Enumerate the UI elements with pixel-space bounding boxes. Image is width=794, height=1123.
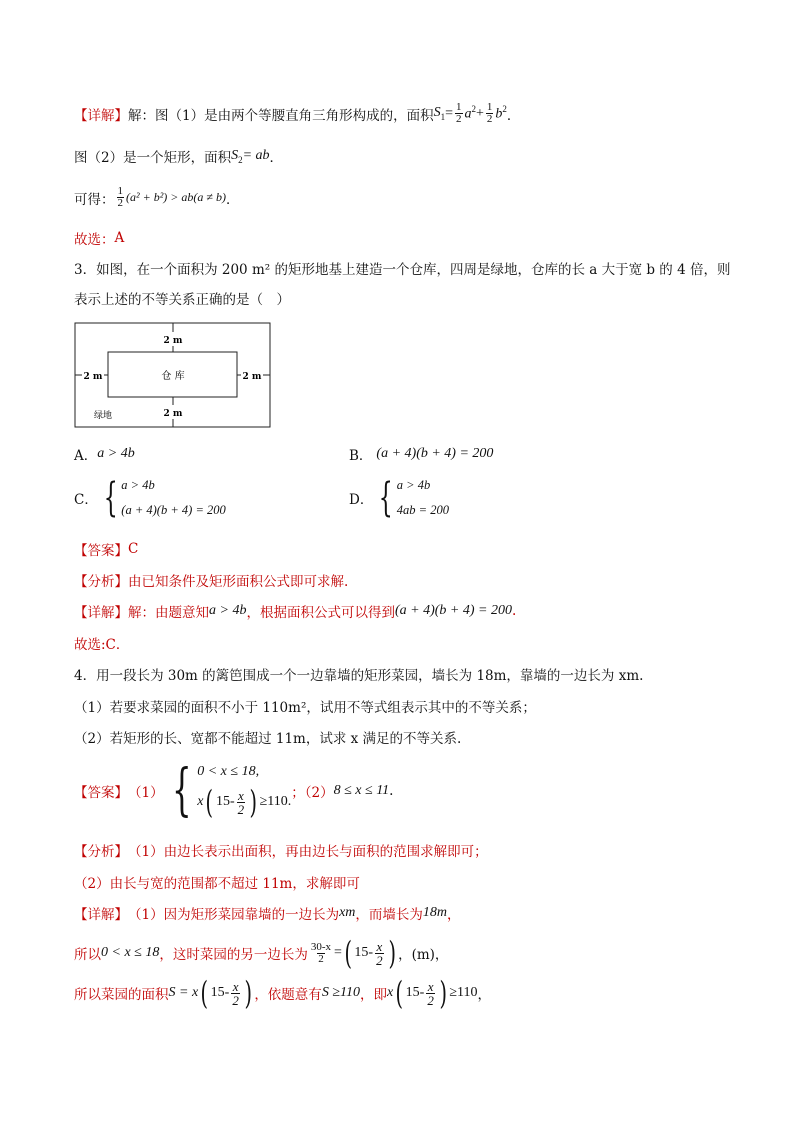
detail-label: 【详解】 [74, 107, 128, 124]
bottom-label: 2 m [163, 409, 183, 419]
period: ． [269, 150, 284, 166]
half-fraction-3: $\frac{1}{2}$ [117, 185, 123, 209]
opt-c-system [121, 478, 225, 518]
detail-text-3a: 所以菜园的面积 [74, 987, 169, 1003]
plus: + [476, 105, 484, 121]
equals: = [445, 105, 453, 121]
detail-text-2b: ，这时菜园的另一边长为 [159, 947, 308, 963]
opt-c-label: C． [74, 492, 98, 508]
x-over-2: $\frac{x}{2}$ [376, 938, 383, 968]
q3-stem-2: 表示上述的不等关系正确的是（ ） [74, 292, 290, 308]
analysis-label: 【分析】 [74, 574, 128, 590]
equals: = [334, 945, 342, 960]
opt-a-label: A． [74, 448, 98, 464]
answer-label: 【答案】 [74, 543, 128, 559]
comma: ， [477, 987, 491, 1003]
half-fraction: $\frac{1}{2}$ [456, 101, 462, 125]
q3-answer [74, 539, 138, 559]
detail-ineq: a > 4b [209, 603, 247, 618]
q3-analysis [74, 570, 348, 590]
warehouse-label: 仓 库 [161, 371, 185, 382]
q3-stem-1: 3．如图，在一个面积为 200 m² 的矩形地基上建造一个仓库，四周是绿地，仓库的长 a 大于宽 b 的 4 倍，则 [74, 262, 731, 278]
analysis-text: 由已知条件及矩形面积公式即可求解. [128, 574, 349, 590]
q3-option-b [349, 444, 493, 464]
q3-detail [74, 601, 516, 621]
left-paren: ( [344, 934, 352, 972]
x-var: x [197, 794, 204, 809]
detail-text: 解：图（1）是由两个等腰直角三角形构成的，面积 [128, 107, 434, 124]
x-var: x [386, 985, 394, 1000]
18m: 18m [422, 905, 448, 920]
x-over-2: $\frac{x}{2}$ [237, 787, 245, 817]
green-label: 绿地 [94, 411, 113, 421]
inner: 15- [215, 794, 235, 809]
result-expr: (a² + b²) > ab(a ≠ b) [126, 190, 226, 204]
detail-text-2a: 所以 [74, 947, 101, 963]
x-over-2: $\frac{x}{2}$ [232, 978, 239, 1008]
left-paren: ( [205, 783, 214, 821]
ge-110: ≥110 [449, 985, 478, 1000]
a-squared: $a^2$ [464, 104, 476, 122]
answer-sep: ；（2） [291, 785, 334, 801]
answer-part1: （1） [128, 785, 164, 801]
right-paren: ) [439, 974, 447, 1012]
comma: ， [447, 907, 461, 923]
q4-detail-2 [74, 933, 448, 973]
inner: 15- [354, 945, 374, 960]
q4-part2: （2）若矩形的长、宽都不能超过 11m，试求 x 满足的不等关系. [74, 731, 462, 747]
unit: ，(m)， [398, 947, 449, 963]
detail-text-1: （1）因为矩形菜园靠墙的一边长为 [128, 907, 340, 923]
brace: { [171, 758, 192, 823]
opt-c-line1: a > 4b [121, 478, 155, 492]
xm: xm [339, 905, 356, 920]
q2-result-line [74, 186, 239, 209]
detail-text-3b: ，依题意有 [254, 987, 322, 1003]
s2-symbol: $S_2$ [231, 147, 243, 165]
right-paren: ) [244, 974, 252, 1012]
ge-110: ≥110. [259, 794, 292, 809]
inner: 15- [405, 985, 425, 1000]
answer-system [197, 764, 292, 821]
q4-detail-3 [74, 973, 491, 1013]
opt-d-line1: a > 4b [396, 478, 431, 492]
s-eq-x: S = x [168, 985, 199, 1000]
opt-b-expr: (a + 4)(b + 4) = 200 [376, 446, 494, 461]
q4-part1: （1）若要求菜园的面积不小于 110m²，试用不等式组表示其中的不等关系； [74, 700, 536, 716]
q3-choice: 故选:C． [74, 637, 130, 653]
brace: { [103, 475, 118, 521]
warehouse-diagram [74, 322, 274, 432]
q4-answer [74, 758, 394, 823]
analysis-text-1: （1）由边长表示出面积，再由边长与面积的范围求解即可； [128, 844, 488, 860]
left-paren: ( [200, 974, 209, 1012]
inner: 15- [210, 985, 230, 1000]
answer-sys-line1: 0 < x ≤ 18, [197, 764, 260, 779]
opt-a-expr: a > 4b [97, 446, 135, 461]
detail-label: 【详解】 [74, 907, 128, 923]
left-paren: ( [395, 974, 404, 1012]
left-label: 2 m [83, 372, 103, 382]
choice-value: A [114, 230, 125, 246]
period: ． [506, 107, 521, 124]
brace: { [379, 475, 394, 521]
answer-sys-line2 [197, 783, 292, 821]
detail-text-3c: ，即 [359, 987, 387, 1003]
result-prefix: 可得： [74, 191, 115, 208]
top-label: 2 m [163, 336, 183, 346]
opt-d-label: D． [349, 492, 374, 508]
right-paren: ) [249, 783, 258, 821]
x-range: 0 < x ≤ 18 [101, 945, 160, 960]
period: . [511, 603, 517, 619]
detail-text-2: ，根据面积公式可以得到 [246, 605, 395, 621]
q2-detail-line [74, 102, 520, 125]
answer-label: 【答案】 [74, 785, 128, 801]
other-side-fraction: $\frac{30-x}{2}$ [310, 940, 332, 965]
period: ． [225, 191, 240, 208]
answer-part2: 8 ≤ x ≤ 11 [333, 783, 390, 798]
right-label: 2 m [242, 372, 262, 382]
opt-b-label: B． [349, 448, 373, 464]
detail-label: 【详解】 [74, 605, 128, 621]
answer-value: C [128, 541, 139, 557]
detail-eq: (a + 4)(b + 4) = 200 [394, 603, 512, 618]
q2-fig2-line [74, 146, 283, 166]
s2-expr: = ab [242, 148, 270, 163]
x-over-2: $\frac{x}{2}$ [427, 978, 434, 1008]
s-condition: S ≥110 [321, 985, 360, 1000]
half-fraction-2: $\frac{1}{2}$ [486, 101, 493, 125]
detail-text-1b: ，而墙长为 [355, 907, 423, 923]
detail-text-1: 解：由题意知 [128, 605, 209, 621]
q2-choice [74, 228, 124, 248]
period: . [389, 783, 394, 799]
choice-label: 故选： [74, 232, 115, 248]
q4-stem: 4．用一段长为 30m 的篱笆围成一个一边靠墙的矩形菜园，墙长为 18m，靠墙的一边长为 xm. [74, 668, 644, 684]
q3-option-d [349, 475, 449, 521]
opt-d-system [397, 478, 449, 518]
q3-option-a [74, 444, 135, 464]
q4-analysis-2: （2）由长与宽的范围都不超过 11m，求解即可 [74, 876, 360, 892]
s1-symbol: $S_1$ [433, 105, 446, 122]
fig2-text: 图（2）是一个矩形，面积 [74, 150, 232, 166]
opt-d-line2: 4ab = 200 [396, 503, 449, 517]
opt-c-line2: (a + 4)(b + 4) = 200 [121, 503, 226, 517]
q3-option-c [74, 475, 226, 521]
b-squared: $b^2$ [495, 104, 507, 122]
right-paren: ) [388, 934, 396, 972]
q4-detail-1 [74, 903, 461, 923]
analysis-label: 【分析】 [74, 844, 128, 860]
q4-analysis-1 [74, 840, 488, 860]
